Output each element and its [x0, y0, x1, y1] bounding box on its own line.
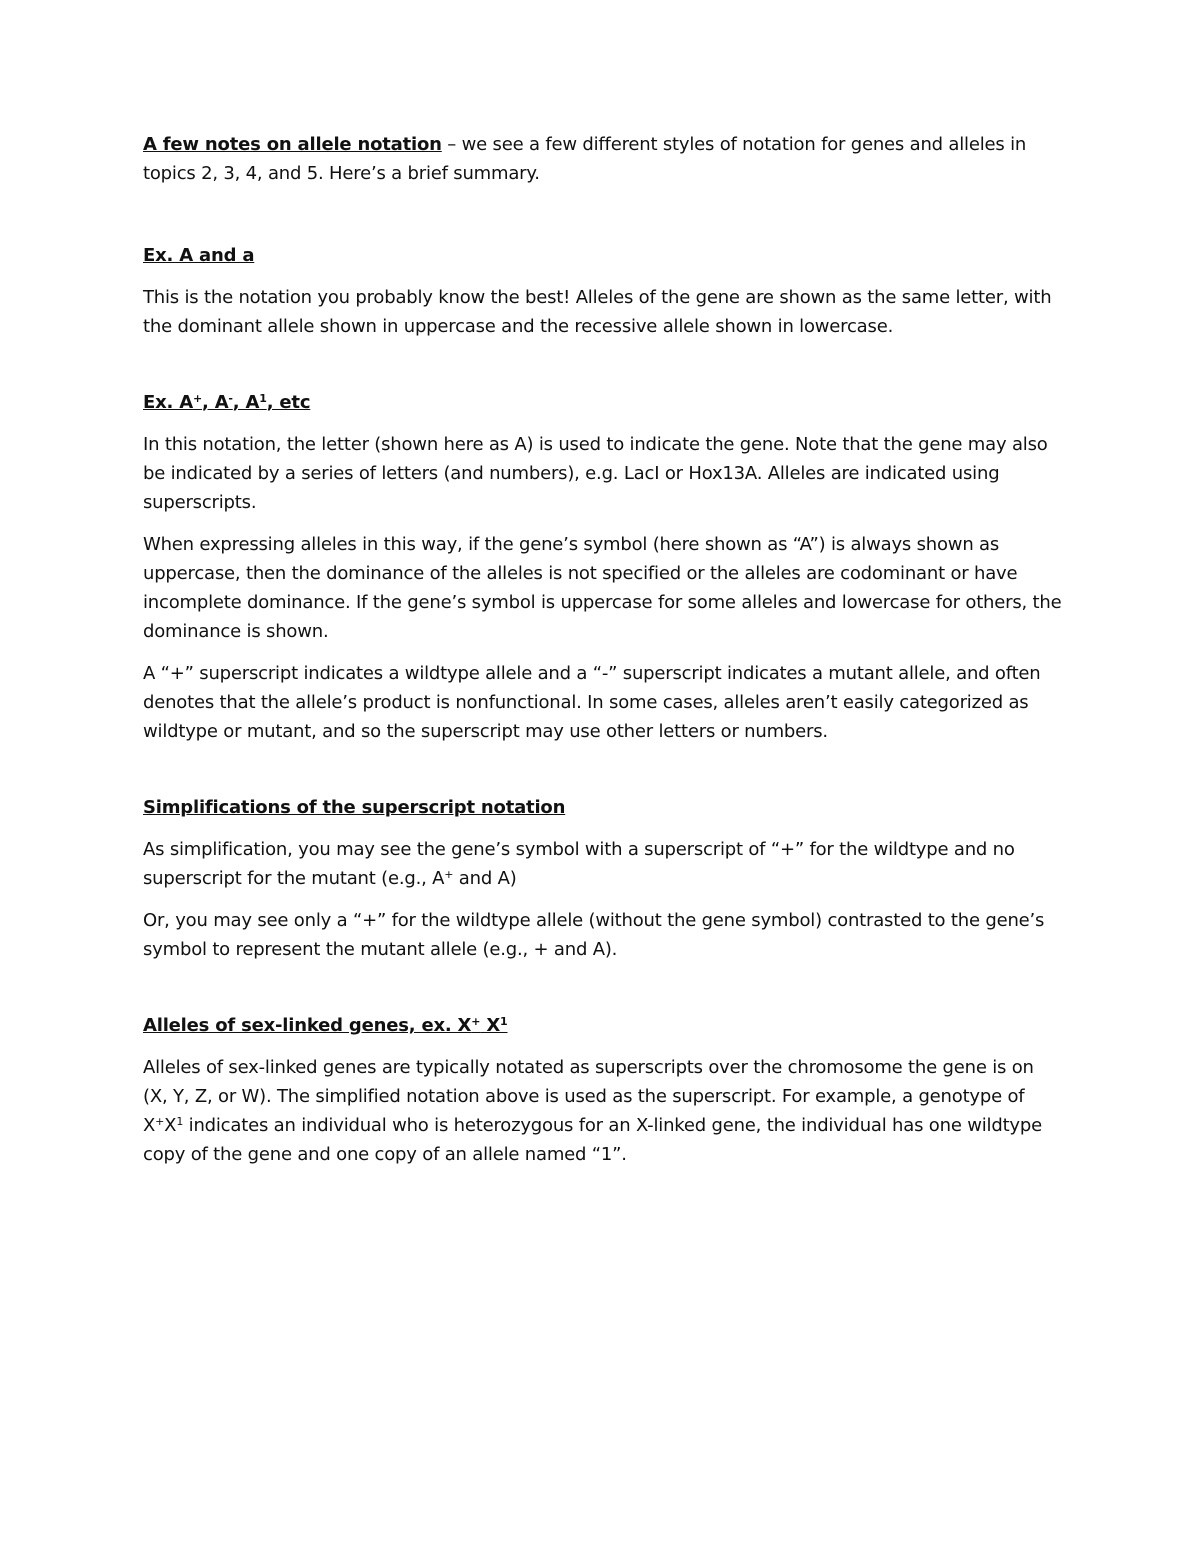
section4-paragraph-1: Alleles of sex-linked genes are typically notated as superscripts over the chromosome the gene is on (X, Y, Z, or W). The simplified notation above is used as the superscript. For example, a genotype of $X^+X^1$ indicates an individual who is heterozygous for an X-linked gene, the individual has one wildtype copy of the gene and one copy of an allele named “1”.	[143, 1057, 1042, 1165]
document-page	[143, 130, 1063, 1182]
section2-paragraph-2: When expressing alleles in this way, if the gene’s symbol (here shown as “A”) is always shown as uppercase, then the dominance of the alleles is not specified or the alleles are codominant or have incomplete dominance. If the gene’s symbol is uppercase for some alleles and lowercase for others, the dominance is shown.	[143, 534, 1062, 642]
section-heading-sex-linked: Alleles of sex-linked genes, ex. X+ $X^1$	[143, 1015, 508, 1036]
spacer	[143, 354, 1063, 388]
section3-paragraph-1: As simplification, you may see the gene’s symbol with a superscript of “+” for the wildtype and no superscript for the mutant (e.g., A+ and A)	[143, 839, 1015, 889]
section-heading-uppercase-lowercase: Ex. A and a	[143, 245, 255, 266]
intro-paragraph	[143, 130, 1063, 188]
section3-paragraph-2: Or, you may see only a “+” for the wildtype allele (without the gene symbol) contrasted to the gene’s symbol to represent the mutant allele (e.g., + and A).	[143, 910, 1045, 960]
spacer	[143, 977, 1063, 1011]
spacer	[143, 759, 1063, 793]
section1-paragraph: This is the notation you probably know the best! Alleles of the gene are shown as the same letter, with the dominant allele shown in uppercase and the recessive allele shown in lowercase.	[143, 287, 1052, 337]
intro-title: A few notes on allele notation	[143, 134, 442, 155]
spacer	[143, 201, 1063, 241]
section-heading-superscript-notation: Ex. A+, A-, $A^1$, etc	[143, 392, 311, 413]
section-heading-simplifications: Simplifications of the superscript notation	[143, 797, 566, 818]
section2-paragraph-1: In this notation, the letter (shown here as A) is used to indicate the gene. Note that the gene may also be indicated by a series of letters (and numbers), e.g. LacI or Hox13A. Alleles are indicated using superscripts.	[143, 434, 1048, 513]
intro-text: – we see a few different styles of notation for genes and alleles in topics 2, 3, 4, and 5. Here’s a brief summary.	[143, 134, 1027, 184]
section2-paragraph-3: A “+” superscript indicates a wildtype allele and a “-” superscript indicates a mutant allele, and often denotes that the allele’s product is nonfunctional. In some cases, alleles aren’t easily categorized as wildtype or mutant, and so the superscript may use other letters or numbers.	[143, 663, 1041, 742]
